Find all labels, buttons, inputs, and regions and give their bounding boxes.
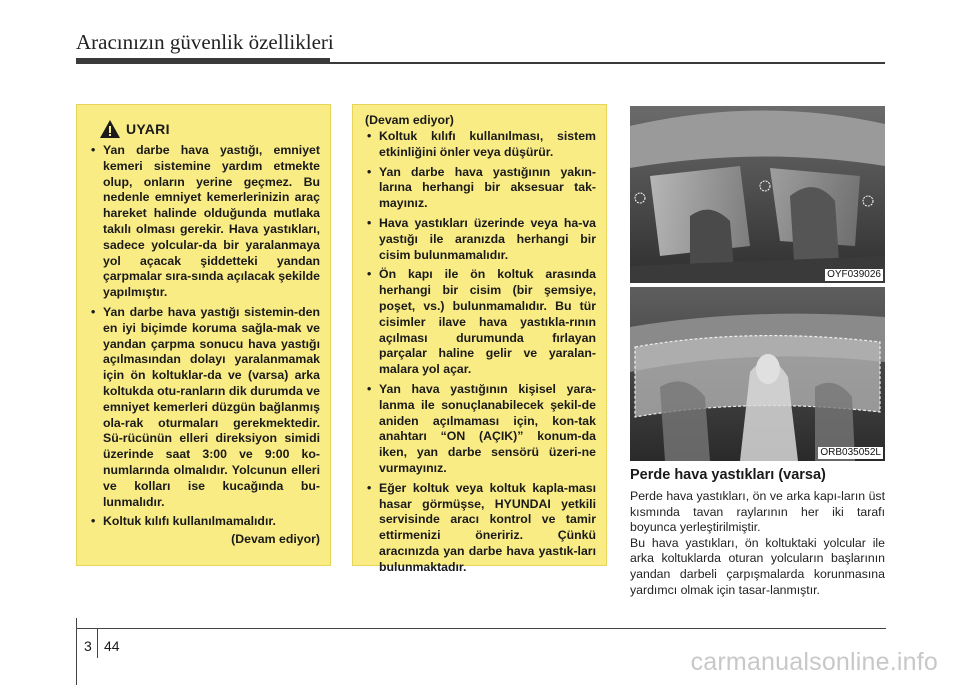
footer-vertical-rule — [76, 618, 77, 685]
photo-code: ORB035052L — [820, 447, 881, 458]
continued-item: • Yan darbe hava yastığının yakın-larına herhangi bir aksesuar tak-mayınız. — [365, 165, 596, 212]
page-number: 44 — [104, 638, 120, 654]
header-rule-thick — [76, 58, 330, 64]
continued-item: • Ön kapı ile ön koltuk arasında herhangi bir cisim (bir şemsiye, poşet, vs.) bulunmamalıdır. Bu tür cisimler ilave hava yastıkla-rının açılması durumunda fırlayan parçalar haline gelir ve yaralan-malara yol açar. — [365, 267, 596, 378]
warning-item: • Yan darbe hava yastığı, emniyet kemeri sistemine yardım etmekte olup, onların yerine geçmez. Bu nedenle emniyet kemerlerinizin araç hareket halinde olduğunda mutlaka takılı olması gerekir. Hava yastıkları, sadece yolcular-da bir yaralanmaya yol açacak şiddetteki yandan çarpmalar sıra-sında açılacak şekilde yapılmıştır. — [89, 143, 320, 301]
warning-header — [99, 119, 320, 139]
warning-title: UYARI — [126, 121, 170, 137]
footer-rule — [76, 628, 886, 629]
page-title: Aracınızın güvenlik özellikleri — [76, 30, 334, 54]
curtain-airbag-photo — [630, 287, 885, 461]
section-body — [630, 489, 885, 598]
watermark: carmanualsonline.info — [690, 648, 938, 676]
continued-title: (Devam ediyor) — [365, 113, 454, 127]
car-interior-illustration — [630, 106, 885, 283]
header-rule-thin — [330, 62, 885, 64]
continued-item: • Koltuk kılıfı kullanılması, sistem etkinliğini önler veya düşürür. — [365, 129, 596, 161]
car-interior-photo — [630, 106, 885, 283]
warning-list — [89, 143, 320, 530]
photo-code: OYF039026 — [827, 269, 881, 280]
section-paragraph: Bu hava yastıkları, ön koltuktaki yolcular ile arka koltuklarda oturan yolcuların başlarının yandan darbeli çarpışmalarda korunmasına yardımcı olmak için tasar-lanmıştır. — [630, 535, 885, 597]
warning-box — [76, 104, 331, 566]
section-paragraph: Perde hava yastıkları, ön ve arka kapı-ların üst kısmında tavan raylarının her iki tarafı boyunca yerleştirilmiştir. — [630, 489, 885, 535]
section-title: Perde hava yastıkları (varsa) — [630, 467, 826, 483]
continued-item: • Hava yastıkları üzerinde veya ha-va yastığı ile aranızda herhangi bir cisim bulunmamalıdır. — [365, 216, 596, 263]
continued-box — [352, 104, 607, 574]
warning-item: • Koltuk kılıfı kullanılmamalıdır. — [89, 514, 320, 530]
curtain-airbag-illustration — [630, 287, 885, 461]
continued-item: • Eğer koltuk veya koltuk kapla-ması hasar görmüşse, HYUNDAI yetkili servisinde aracı kontrol ve tamir ettirmenizi öneririz. Çünkü aracınızda yan darbe hava yastık-ları bulunmaktadır. — [365, 481, 596, 576]
continued-item: • Yan hava yastığının kişisel yara-lanma ile sonuçlanabilecek şekil-de aniden açılmaması için, kon-tak anahtarı “ON (AÇIK)” konum-da iken, yan darbe sensörü üzeri-ne vurmayınız. — [365, 382, 596, 477]
warning-item: • Yan darbe hava yastığı sistemin-den en iyi biçimde koruma sağla-mak ve yandan çarpma sonucu hava yastığı açılmasından dolayı yaralanmamak için ön koltuklar-da ve (varsa) arka koltukda otu-ranların dik durumda ve emniyet kemerleri düzgün bağlanmış ola-rak oturmaları gerekmektedir. Sü-rücünün elleri direksiyon simidi üzerinde saat 3:00 ve 9:00 ko-numlarında olmalıdır. Yolcunun elleri ve kolları ise kucağında bu-lunmalıdır. — [89, 305, 320, 510]
warning-triangle-icon — [99, 119, 121, 139]
continued-label: (Devam ediyor) — [231, 532, 320, 547]
continued-list — [365, 129, 596, 576]
footer-divider — [97, 628, 98, 658]
chapter-number: 3 — [84, 638, 92, 654]
